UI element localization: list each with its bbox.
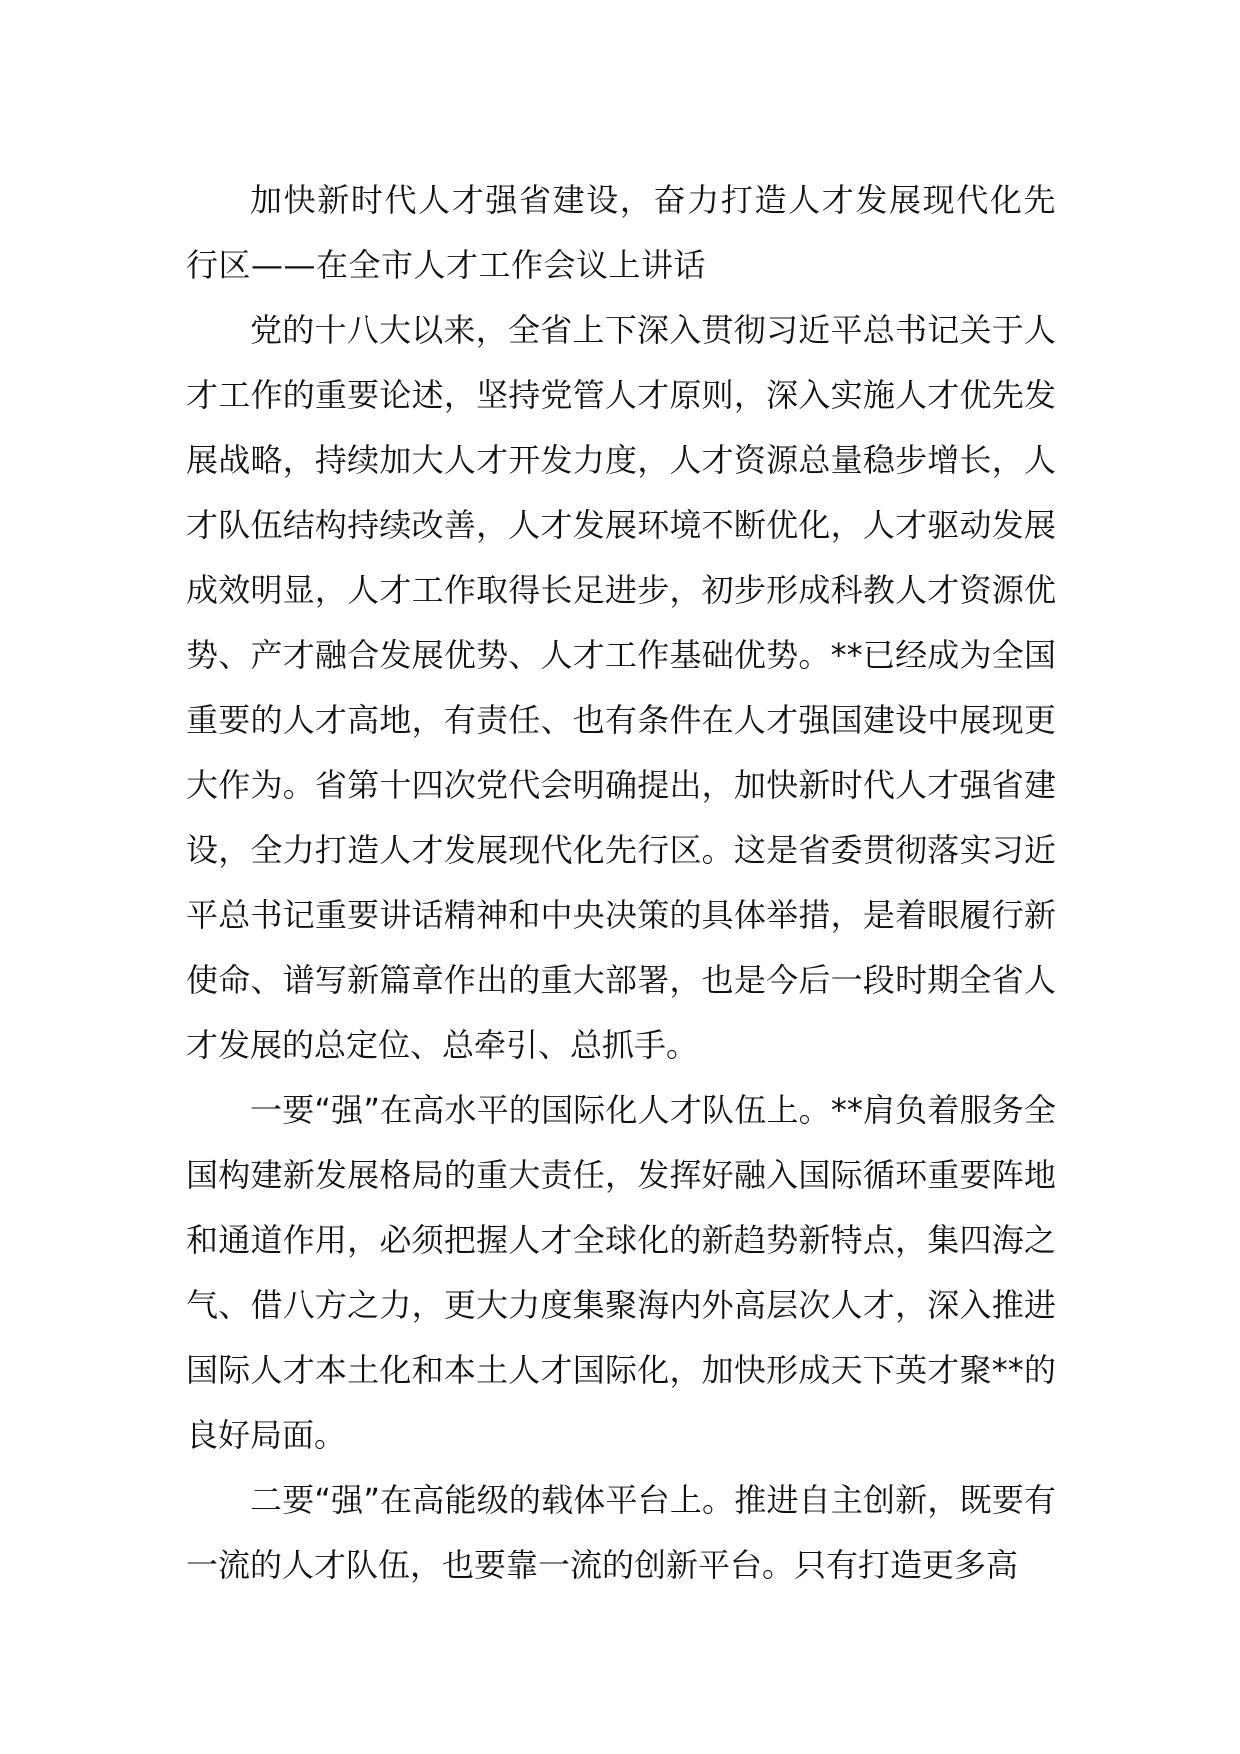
body-paragraph-3: 二要“强”在高能级的载体平台上。推进自主创新，既要有一流的人才队伍，也要靠一流的创新平台。只有打造更多高 [186,1481,1056,1584]
body-paragraph-2: 一要“强”在高水平的国际化人才队伍上。**肩负着服务全国构建新发展格局的重大责任，发挥好融入国际循环重要阵地和通道作用，必须把握人才全球化的新趋势新特点，集四海之气、借八方之力，更大力度集聚海内外高层次人才，深入推进国际人才本土化和本土人才国际化，加快形成天下英才聚**的良好局面。 [186,1091,1056,1454]
document-title: 加快新时代人才强省建设，奋力打造人才发展现代化先行区——在全市人才工作会议上讲话 [186,181,1056,284]
body-paragraph-1: 党的十八大以来，全省上下深入贯彻习近平总书记关于人才工作的重要论述，坚持党管人才原则，深入实施人才优先发展战略，持续加大人才开发力度，人才资源总量稳步增长，人才队伍结构持续改善，人才发展环境不断优化，人才驱动发展成效明显，人才工作取得长足进步，初步形成科教人才资源优势、产才融合发展优势、人才工作基础优势。**已经成为全国重要的人才高地，有责任、也有条件在人才强国建设中展现更大作为。省第十四次党代会明确提出，加快新时代人才强省建设，全力打造人才发展现代化先行区。这是省委贯彻落实习近平总书记重要讲话精神和中央决策的具体举措，是着眼履行新使命、谱写新篇章作出的重大部署，也是今后一段时期全省人才发展的总定位、总牵引、总抓手。 [186,311,1056,1064]
document-page [186,168,1056,1598]
